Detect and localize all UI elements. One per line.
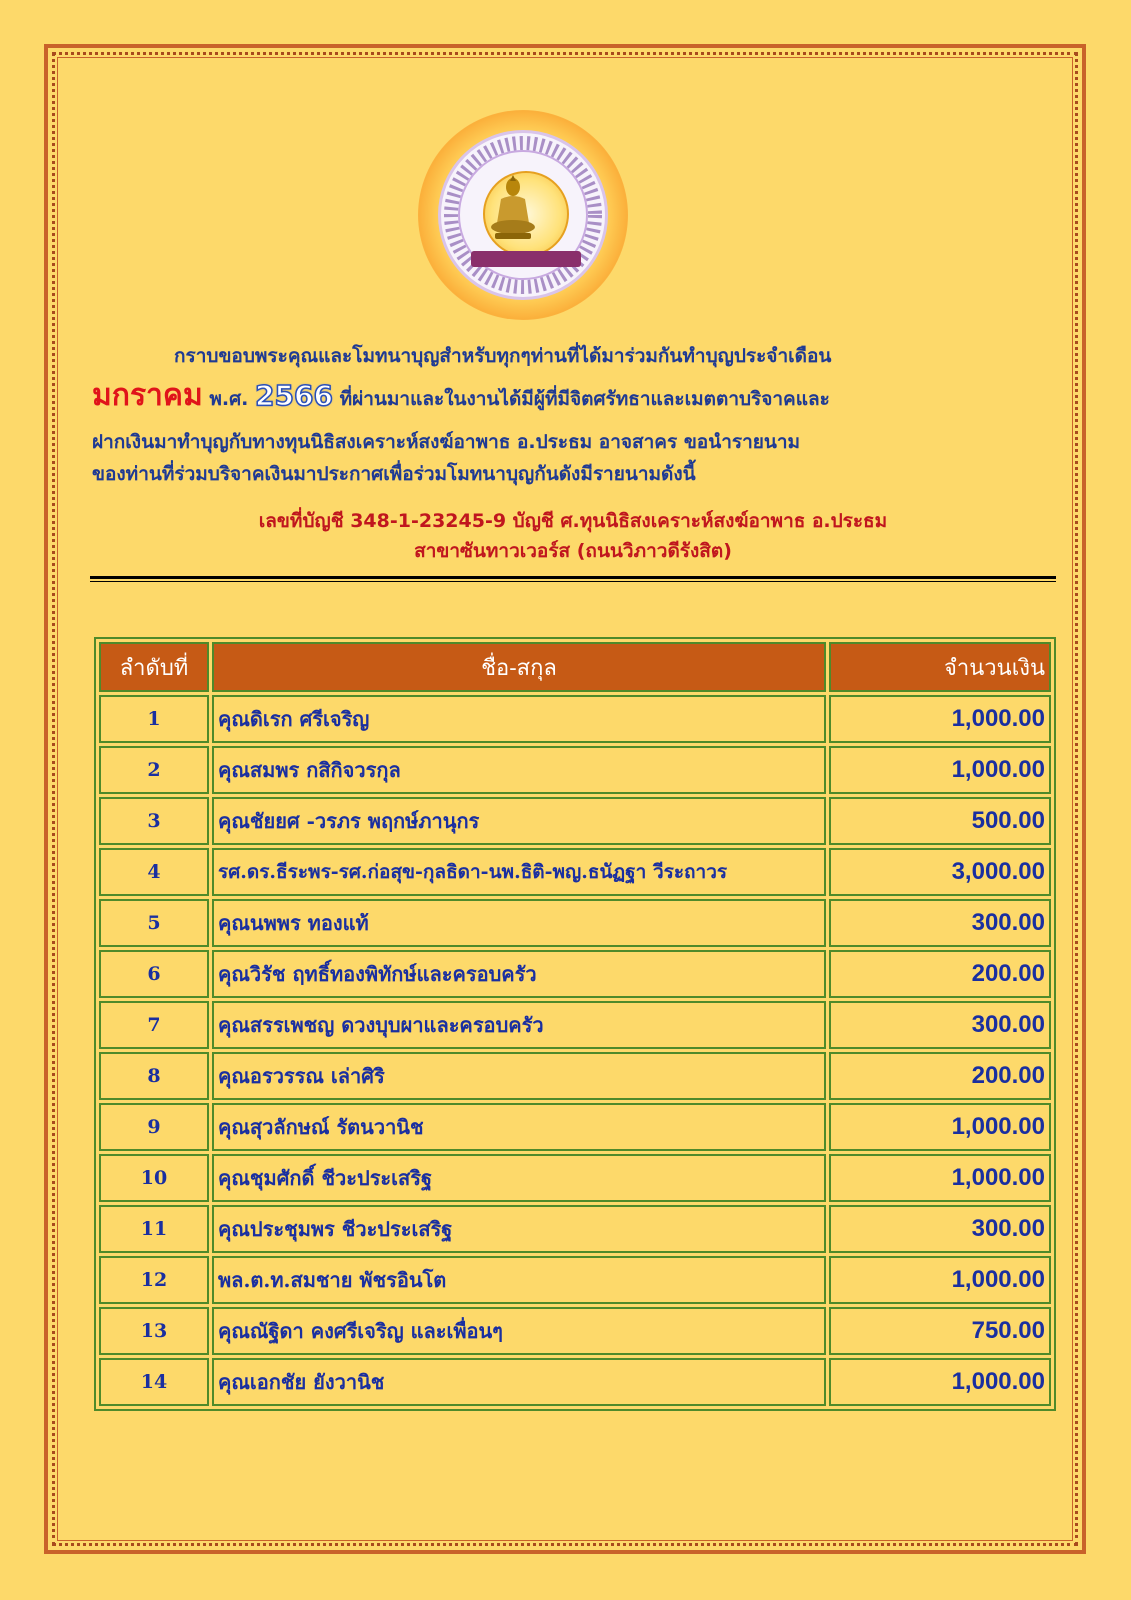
donor-table xyxy=(94,637,1056,1411)
donation-amount: 300.00 xyxy=(829,899,1051,947)
table-row xyxy=(99,1052,1051,1100)
donation-amount: 1,000.00 xyxy=(829,1154,1051,1202)
intro-text-1: กราบขอบพระคุณและโมทนาบุญสำหรับทุกๆท่านที่ได้มาร่วมกันทำบุญประจำเดือน xyxy=(174,345,832,367)
row-number: 8 xyxy=(99,1052,209,1100)
donation-amount: 1,000.00 xyxy=(829,1103,1051,1151)
row-number: 10 xyxy=(99,1154,209,1202)
divider-thick xyxy=(90,576,1056,579)
donation-amount: 1,000.00 xyxy=(829,1256,1051,1304)
intro-line-1 xyxy=(92,338,1054,374)
table-row xyxy=(99,1256,1051,1304)
intro-text-2: ที่ผ่านมาและในงานได้มีผู้ที่มีจิตศรัทธาและเมตตาบริจาคและ xyxy=(339,388,830,410)
table-row xyxy=(99,1103,1051,1151)
donor-name: คุณณัฐิดา คงศรีเจริญ และเพื่อนๆ xyxy=(212,1307,826,1355)
logo-ring xyxy=(438,130,608,300)
donor-name: รศ.ดร.ธีระพร-รศ.ก่อสุข-กุลธิดา-นพ.ธิติ-พญ.ธนัฏฐา วีระถาวร xyxy=(212,848,826,896)
row-number: 1 xyxy=(99,695,209,743)
table-row xyxy=(99,746,1051,794)
donor-name: คุณอรวรรณ เล่าศิริ xyxy=(212,1052,826,1100)
row-number: 14 xyxy=(99,1358,209,1406)
donation-amount: 300.00 xyxy=(829,1205,1051,1253)
table-row xyxy=(99,1154,1051,1202)
table-row xyxy=(99,797,1051,845)
header-amount: จำนวนเงิน xyxy=(829,642,1051,692)
divider-thin xyxy=(90,581,1056,582)
intro-text-3: ฝากเงินมาทำบุญกับทางทุนนิธิสงเคราะห์สงฆ์อาพาธ อ.ประธม อาจสาคร ขอนำรายนาม xyxy=(92,431,801,453)
donor-name: คุณสรรเพชญ ดวงบุบผาและครอบครัว xyxy=(212,1001,826,1049)
row-number: 7 xyxy=(99,1001,209,1049)
account-number: เลขที่บัญชี 348-1-23245-9 บัญชี ศ.ทุนนิธิสงเคราะห์สงฆ์อาพาธ อ.ประธม xyxy=(258,510,888,532)
year-number: 2566 xyxy=(255,379,333,412)
table-row xyxy=(99,695,1051,743)
row-number: 4 xyxy=(99,848,209,896)
donation-amount: 1,000.00 xyxy=(829,695,1051,743)
donor-name: คุณวิรัช ฤทธิ์ทองพิทักษ์และครอบครัว xyxy=(212,950,826,998)
table-row xyxy=(99,848,1051,896)
buddha-emblem xyxy=(483,171,569,257)
table-row xyxy=(99,950,1051,998)
foundation-logo xyxy=(418,110,628,320)
row-number: 6 xyxy=(99,950,209,998)
intro-line-2 xyxy=(92,378,1054,417)
header-name: ชื่อ-สกุล xyxy=(212,642,826,692)
donor-name: คุณประชุมพร ชีวะประเสริฐ xyxy=(212,1205,826,1253)
row-number: 12 xyxy=(99,1256,209,1304)
donation-amount: 750.00 xyxy=(829,1307,1051,1355)
row-number: 11 xyxy=(99,1205,209,1253)
donation-amount: 1,000.00 xyxy=(829,746,1051,794)
donor-name: คุณชัยยศ -วรภร พฤกษ์ภานุกร xyxy=(212,797,826,845)
row-number: 2 xyxy=(99,746,209,794)
row-number: 9 xyxy=(99,1103,209,1151)
donation-amount: 500.00 xyxy=(829,797,1051,845)
logo-ribbon xyxy=(471,251,581,267)
donor-name: คุณดิเรก ศรีเจริญ xyxy=(212,695,826,743)
table-row xyxy=(99,899,1051,947)
row-number: 3 xyxy=(99,797,209,845)
donor-name: คุณสมพร กสิกิจวรกุล xyxy=(212,746,826,794)
intro-line-3 xyxy=(92,424,1054,460)
buddha-icon xyxy=(485,173,541,245)
donor-name: คุณสุวลักษณ์ รัตนวานิช xyxy=(212,1103,826,1151)
account-branch: สาขาซันทาวเวอร์ส (ถนนวิภาวดีรังสิต) xyxy=(414,540,732,562)
donor-name: คุณนพพร ทองแท้ xyxy=(212,899,826,947)
donation-amount: 200.00 xyxy=(829,1052,1051,1100)
month-name: มกราคม xyxy=(92,378,203,413)
table-row xyxy=(99,1001,1051,1049)
row-number: 5 xyxy=(99,899,209,947)
donation-amount: 3,000.00 xyxy=(829,848,1051,896)
era-label: พ.ศ. xyxy=(209,388,249,410)
donor-name: คุณชุมศักดิ์ ชีวะประเสริฐ xyxy=(212,1154,826,1202)
table-row xyxy=(99,1358,1051,1406)
row-number: 13 xyxy=(99,1307,209,1355)
table-header-row xyxy=(99,642,1051,692)
donor-name: พล.ต.ท.สมชาย พัชรอินโต xyxy=(212,1256,826,1304)
donation-amount: 200.00 xyxy=(829,950,1051,998)
donation-amount: 300.00 xyxy=(829,1001,1051,1049)
donor-name: คุณเอกชัย ยังวานิช xyxy=(212,1358,826,1406)
table-row xyxy=(99,1307,1051,1355)
header-number: ลำดับที่ xyxy=(99,642,209,692)
intro-text-4: ของท่านที่ร่วมบริจาคเงินมาประกาศเพื่อร่วมโมทนาบุญกันดังมีรายนามดังนี้ xyxy=(92,463,696,485)
intro-line-4 xyxy=(92,456,1054,492)
donation-amount: 1,000.00 xyxy=(829,1358,1051,1406)
table-row xyxy=(99,1205,1051,1253)
